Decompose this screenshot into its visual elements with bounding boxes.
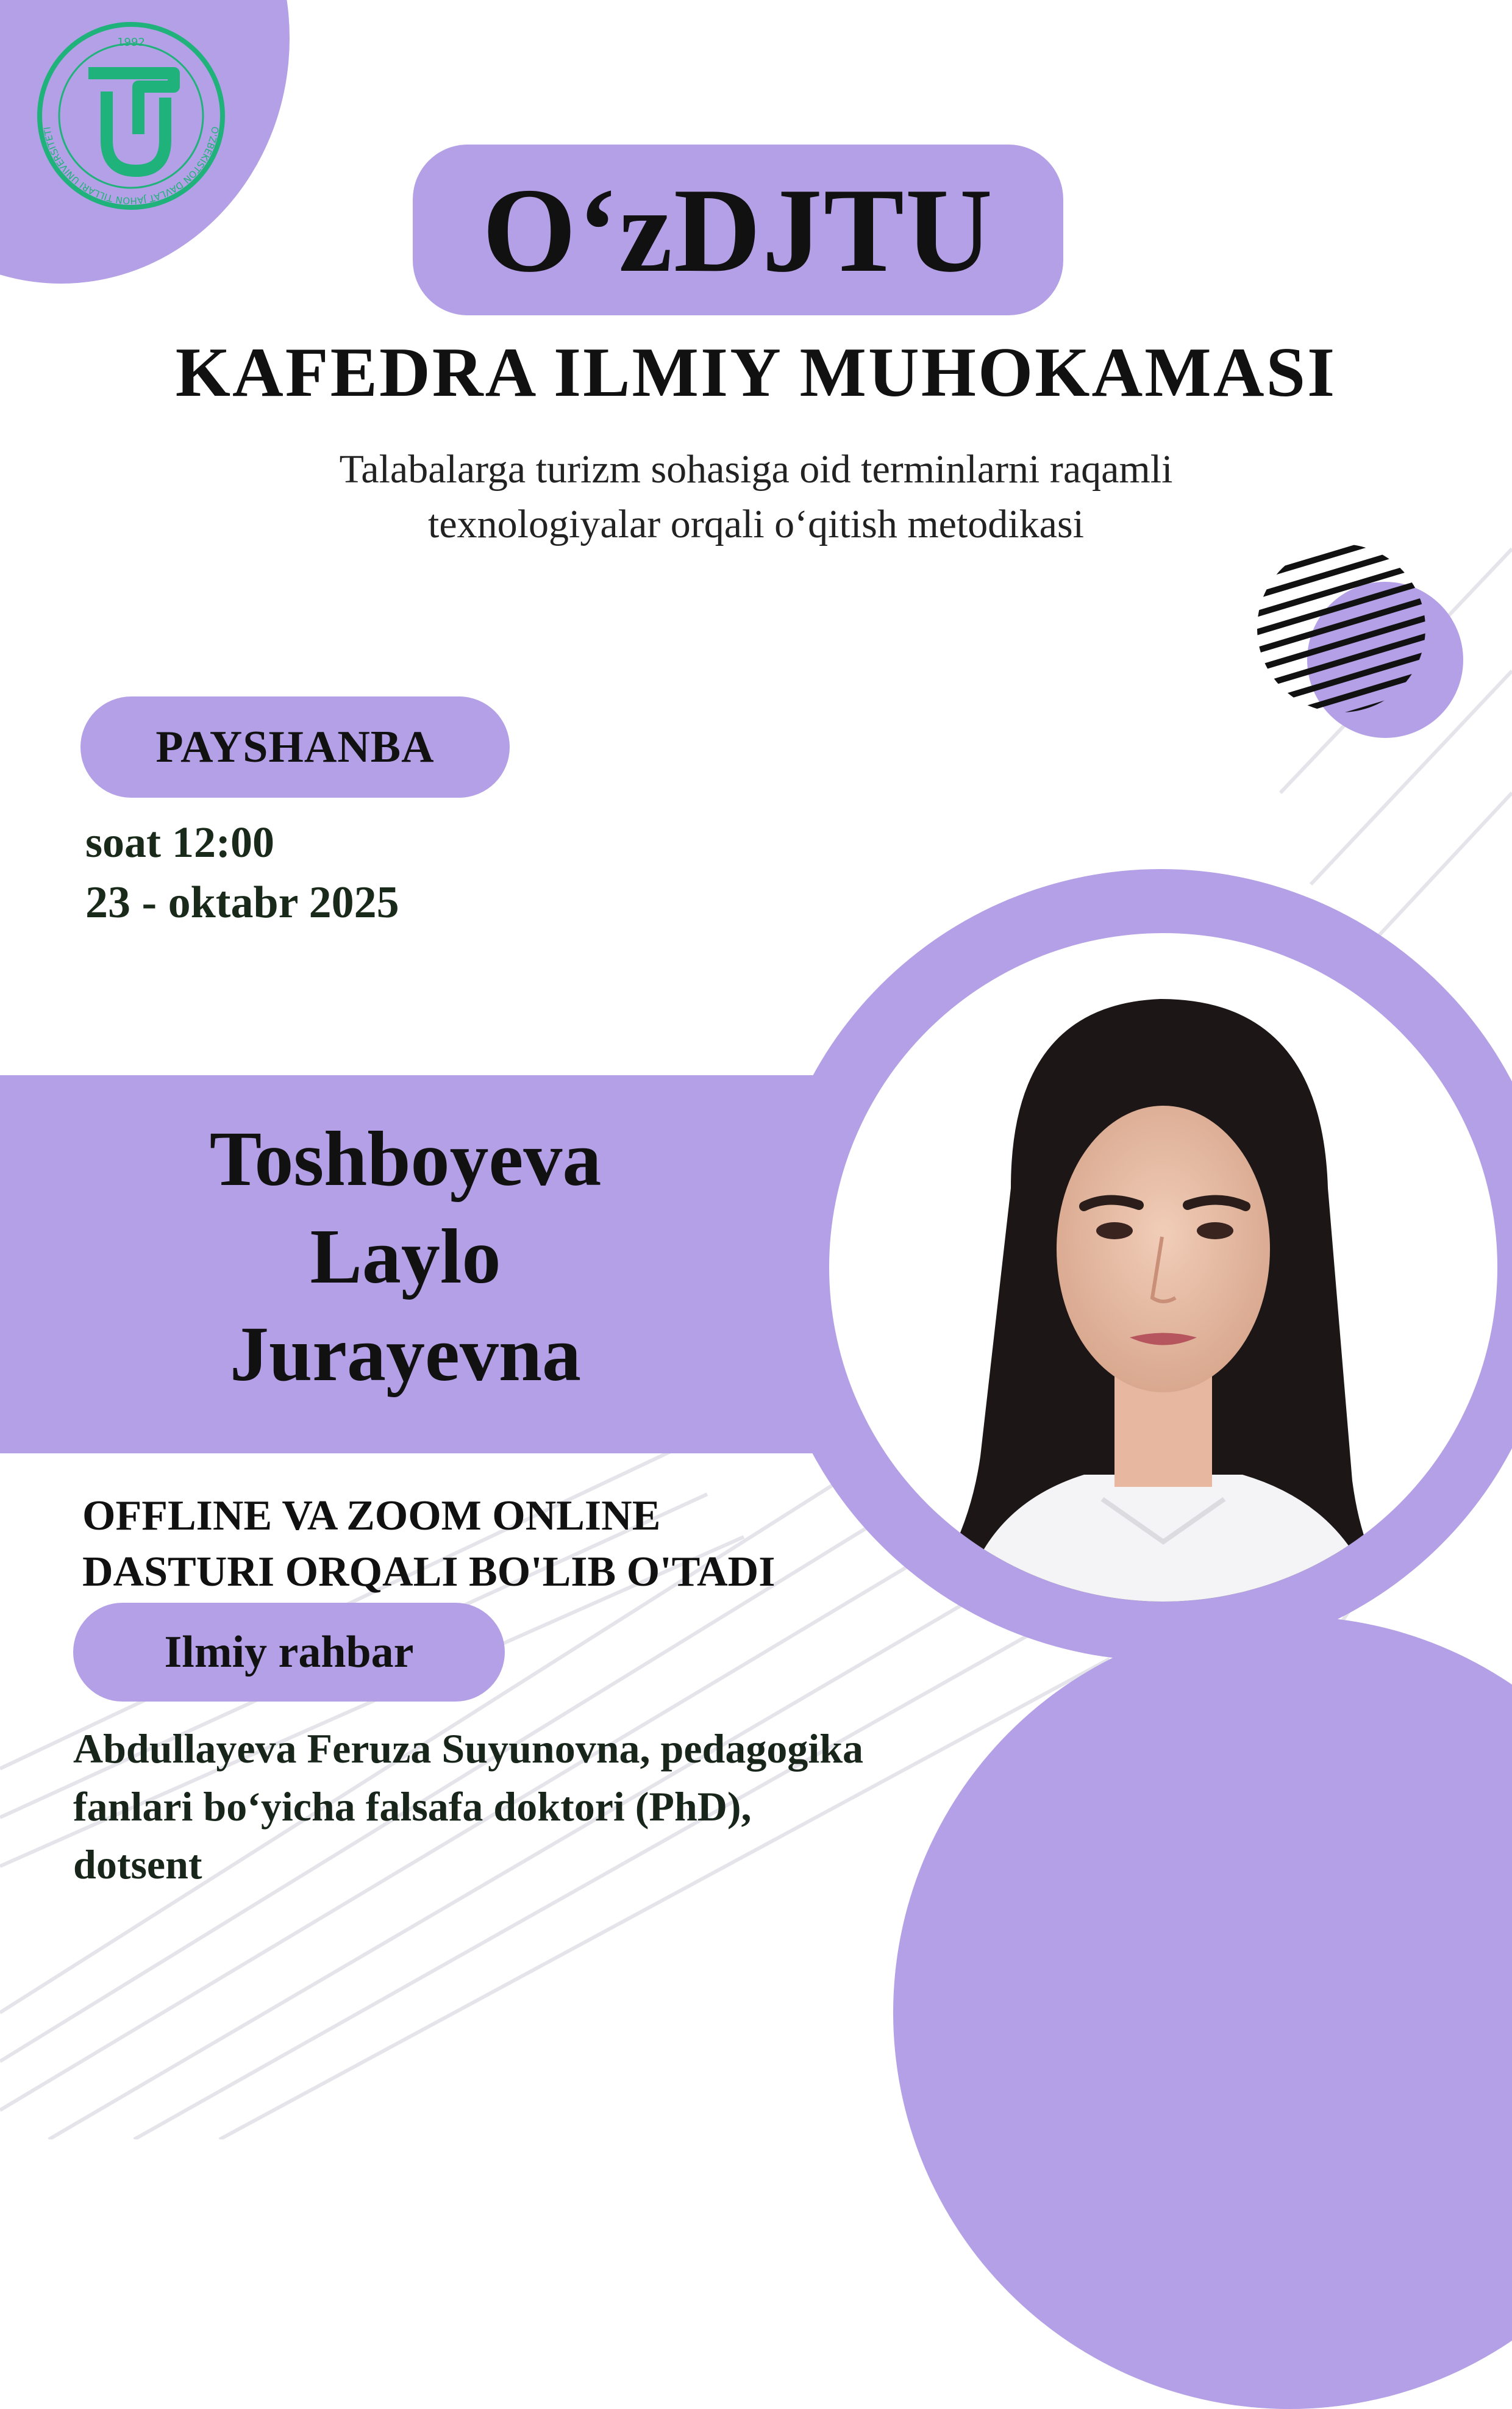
title-badge [413,145,1063,315]
striped-circle-decoration [1250,543,1463,750]
university-seal-icon [88,73,174,171]
supervisor-line-3: dotsent [73,1841,202,1888]
speaker-name [0,1110,811,1403]
speaker-surname: Toshboyeva [209,1115,602,1202]
event-subtitle: KAFEDRA ILMIY MUHOKAMASI [175,334,1337,412]
speaker-photo [828,932,1499,1603]
supervisor-badge [73,1603,505,1702]
day-badge [80,696,510,798]
logo-ring-text: O'ZBEKISTON DAVLAT JAHON TILLARI UNIVERSITETI [41,126,221,207]
format-line-2: DASTURI ORQALI BO'LIB O'TADI [82,1548,776,1595]
event-date: 23 - oktabr 2025 [85,878,399,928]
logo-year: 1992 [117,36,145,49]
university-logo[interactable] [34,18,229,213]
event-format [82,1488,775,1600]
topic-text [0,442,1512,552]
speaker-first-name: Laylo [310,1213,501,1300]
page-title: O‘zDJTU [482,163,994,297]
format-line-1: OFFLINE VA ZOOM ONLINE [82,1492,661,1539]
supervisor-label: Ilmiy rahbar [164,1627,414,1677]
supervisor-line-2: fanlari bo‘yicha falsafa doktori (PhD), [73,1783,752,1830]
topic-line-2: texnologiyalar orqali o‘qitish metodikasi [428,502,1084,546]
supervisor-info [73,1720,1073,1894]
speaker-patronymic: Jurayevna [230,1311,581,1397]
topic-line-1: Talabalarga turizm sohasiga oid terminlarni raqamli [339,447,1173,492]
day-label: PAYSHANBA [155,721,435,772]
supervisor-line-1: Abdullayeva Feruza Suyunovna, pedagogika [73,1725,864,1772]
event-time: soat 12:00 [85,818,274,867]
